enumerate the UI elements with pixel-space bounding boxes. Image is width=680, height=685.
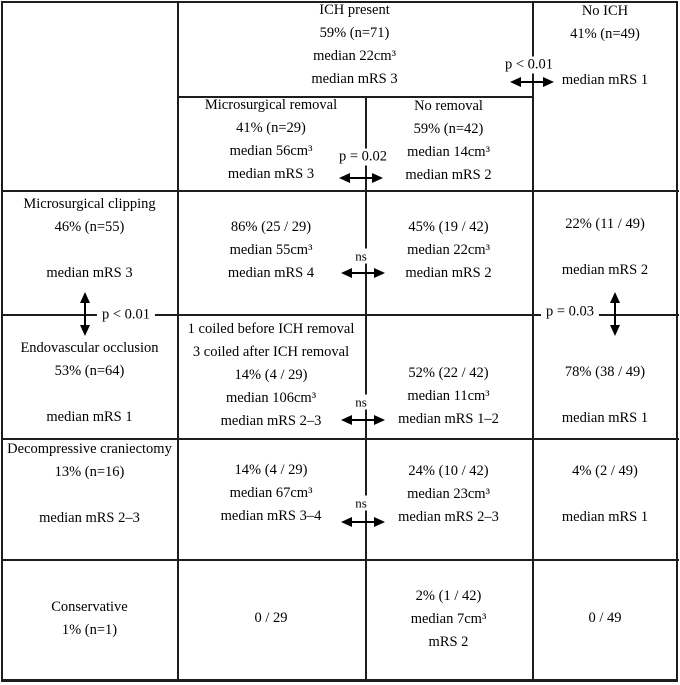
text-line: median mRS 2: [561, 262, 649, 278]
text-line: Endovascular occlusion: [20, 340, 159, 356]
text-line: median 56cm³: [229, 143, 313, 159]
text-line: 59% (n=71): [319, 25, 390, 41]
text-line: median mRS 2: [405, 265, 492, 281]
h-double-arrow-icon-row-1: [341, 266, 385, 280]
text-line: 2% (1 / 42): [415, 588, 482, 604]
text-line: 14% (4 / 29): [234, 462, 308, 478]
text-line: 14% (4 / 29): [234, 367, 308, 383]
cell-no-removal: [365, 95, 532, 187]
text-line: 86% (25 / 29): [230, 219, 312, 235]
v-double-arrow-icon-left: [78, 292, 92, 336]
p-value-removal-comparison: p = 0.02: [334, 149, 392, 166]
text-line: 41% (n=29): [236, 120, 306, 136]
ns-label-row-3: ns: [351, 496, 371, 511]
text-line: median mRS 2–3: [39, 510, 140, 526]
text-line: 0 / 29: [254, 610, 288, 626]
text-line: [2, 484, 177, 507]
text-line: median mRS 2–3: [220, 413, 322, 429]
text-line: No removal: [414, 98, 483, 114]
text-line: median 55cm³: [229, 242, 313, 258]
cell-craniectomy-no-ich: [532, 460, 678, 529]
p-value-clipping-vs-occlusion: p < 0.01: [97, 307, 155, 324]
text-line: median mRS 3: [311, 71, 398, 87]
h-double-arrow-icon-top: [510, 75, 554, 89]
cell-clipping-no-ich: [532, 213, 678, 282]
cell-conservative-no-ich: [532, 607, 678, 630]
text-line: median mRS 3: [46, 265, 133, 281]
text-line: median mRS 3: [227, 166, 315, 182]
cell-occlusion-label: [2, 337, 177, 429]
ns-label-row-1: ns: [351, 249, 371, 264]
text-line: 13% (n=16): [54, 464, 125, 480]
text-line: median mRS 3–4: [220, 508, 322, 524]
h-double-arrow-icon-subheader: [339, 171, 383, 185]
text-line: No ICH: [581, 3, 629, 19]
text-line: ICH present: [319, 2, 390, 18]
text-line: median mRS 2–3: [398, 509, 499, 525]
text-line: median 7cm³: [410, 611, 487, 627]
text-line: Conservative: [51, 599, 128, 615]
text-line: 46% (n=55): [54, 219, 125, 235]
text-line: 52% (22 / 42): [408, 365, 489, 381]
text-line: 0 / 49: [588, 610, 622, 626]
text-line: 78% (38 / 49): [564, 364, 646, 380]
text-line: 1 coiled before ICH removal: [187, 321, 355, 337]
ns-label-row-2: ns: [351, 395, 371, 410]
text-line: [532, 384, 678, 407]
text-line: 59% (n=42): [413, 121, 484, 137]
v-double-arrow-icon-right: [608, 292, 622, 336]
text-line: 4% (2 / 49): [572, 463, 638, 479]
text-line: median 11cm³: [407, 388, 490, 404]
cell-occlusion-no-ich: [532, 361, 678, 430]
p-value-ich-vs-no-ich: p < 0.01: [500, 57, 558, 74]
grid-line-row-1-top: [1, 190, 679, 192]
text-line: median 106cm³: [225, 390, 317, 406]
cell-occlusion-no-removal: [365, 362, 532, 431]
cell-occlusion-removal: [177, 318, 365, 433]
text-line: [2, 239, 177, 262]
cell-conservative-label: [2, 596, 177, 642]
text-line: median mRS 2: [405, 167, 492, 183]
cell-clipping-no-removal: [365, 216, 532, 285]
text-line: Microsurgical removal: [204, 97, 338, 113]
cell-craniectomy-no-removal: [365, 460, 532, 529]
text-line: median 14cm³: [407, 144, 490, 160]
text-line: 22% (11 / 49): [565, 216, 645, 232]
text-line: Decompressive craniectomy: [7, 441, 172, 457]
text-line: Microsurgical clipping: [23, 196, 156, 212]
h-double-arrow-icon-row-3: [341, 515, 385, 529]
cell-clipping-removal: [177, 216, 365, 285]
text-line: median mRS 1: [561, 410, 649, 426]
text-line: [532, 236, 678, 259]
text-line: median 67cm³: [229, 485, 313, 501]
text-line: 24% (10 / 42): [408, 463, 489, 479]
text-line: 53% (n=64): [54, 363, 125, 379]
text-line: [532, 483, 678, 506]
p-value-no-ich-comparison: p = 0.03: [541, 304, 599, 321]
cell-craniectomy-removal: [177, 459, 365, 528]
text-line: median mRS 1–2: [398, 411, 499, 427]
text-line: median 22cm³: [407, 242, 490, 258]
grid-line-col-no-ich: [532, 1, 534, 682]
cell-conservative-removal: [177, 607, 365, 630]
text-line: median 22cm³: [313, 48, 396, 64]
text-line: mRS 2: [428, 634, 469, 650]
text-line: 45% (19 / 42): [408, 219, 489, 235]
text-line: median mRS 1: [561, 509, 649, 525]
text-line: median 23cm³: [407, 486, 490, 502]
text-line: [2, 383, 177, 406]
cell-microsurgical-removal: [177, 94, 365, 186]
text-line: 41% (n=49): [570, 26, 640, 42]
text-line: median mRS 4: [227, 265, 315, 281]
cell-clipping-label: [2, 193, 177, 285]
cell-ich-present: [177, 0, 532, 91]
text-line: median mRS 1: [561, 72, 649, 88]
text-line: 3 coiled after ICH removal: [192, 344, 350, 360]
grid-line-row-4-top: [1, 559, 679, 561]
h-double-arrow-icon-row-2: [341, 413, 385, 427]
cell-craniectomy-label: [2, 438, 177, 530]
text-line: median mRS 1: [46, 409, 133, 425]
cell-conservative-no-removal: [365, 585, 532, 654]
text-line: 1% (n=1): [61, 622, 118, 638]
